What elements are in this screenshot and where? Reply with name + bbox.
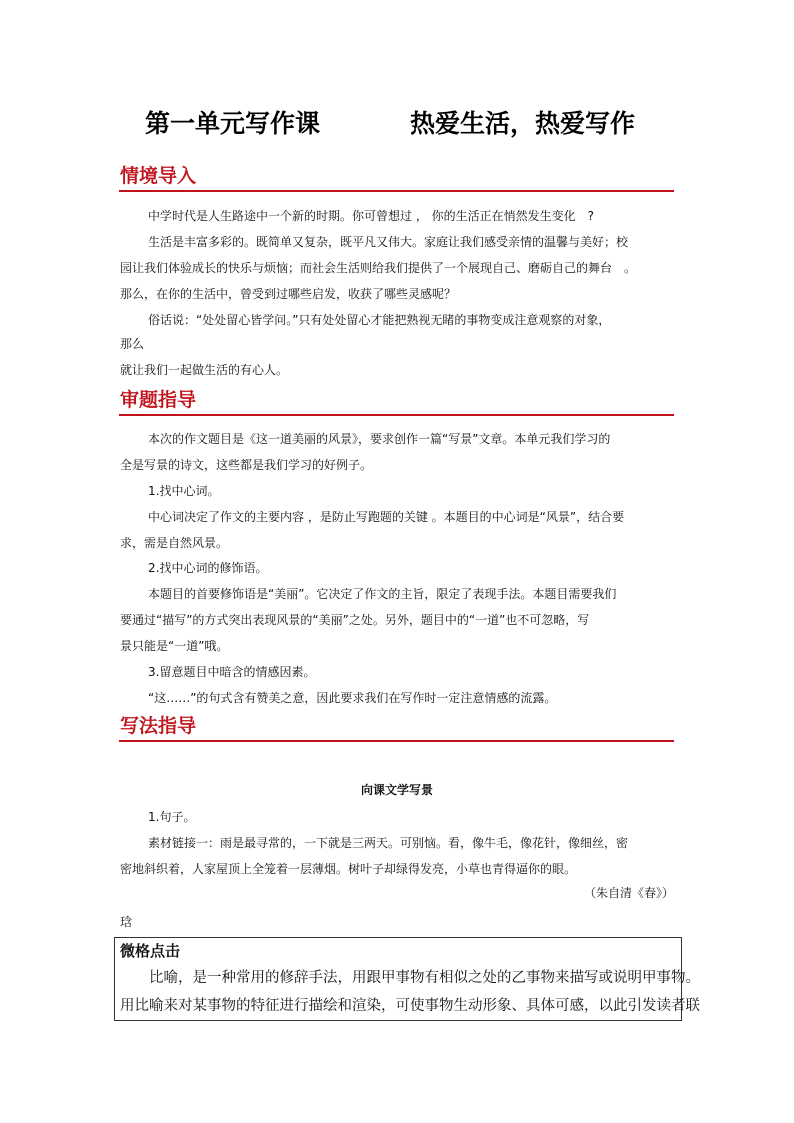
paragraph-line: 全是写景的诗文，这些都是我们学习的好例子。 [120,458,373,472]
paragraph-line: 景只能是“一道”哦。 [120,639,229,653]
paragraph-line: 就让我们一起做生活的有心人。 [120,363,289,377]
page-title [0,104,794,144]
paragraph-line: 1.句子。 [148,810,196,824]
subsection-title: 向课文学写景 [360,783,433,797]
section-heading-intro: 情境导入 [119,164,674,192]
paragraph-line: 园让我们体验成长的快乐与烦恼；而社会生活则给我们提供了一个展现自己、磨砺自己的舞台 。 [120,261,637,275]
tip-box [114,937,700,1021]
paragraph-line: 生活是丰富多彩的。既简单又复杂，既平凡又伟大。家庭让我们感受亲情的温馨与美好；校 [148,235,629,249]
paragraph-line: 本次的作文题目是《这一道美丽的风景》，要求创作一篇“写景”文章。本单元我们学习的 [148,432,611,446]
title-main: 第一单元写作课 [145,109,321,138]
paragraph-line: 要通过“描写”的方式突出表现风景的“美丽”之处。另外，题目中的“一道”也不可忽略，写 [120,613,590,627]
paragraph-line: 本题目的首要修饰语是“美丽”。它决定了作文的主旨，限定了表现手法。本题目需要我们 [148,587,617,601]
section-heading-writing-guide: 写法指导 [119,714,674,742]
tip-box-title: 微格点击 [120,942,181,960]
paragraph-line: 那么 [120,337,145,351]
paragraph-line: 1.找中心词。 [148,484,220,498]
tip-box-line: 用比喻来对某事物的特征进行描绘和渲染，可使事物生动形象、具体可感，以此引发读者联 [120,998,700,1014]
paragraph-line: 那么，在你的生活中，曾受到过哪些启发，收获了哪些灵感呢？ [120,287,457,301]
paragraph-line: 中学时代是人生路途中一个新的时期。你可曾想过 ， 你的生活正在悄然发生变化 ? [148,209,595,223]
quote-source: （朱自清《春》） [583,886,674,900]
paragraph-line: 俗话说：“处处留心皆学问。”只有处处留心才能把熟视无睹的事物变成注意观察的对象， [148,313,611,327]
title-sub: 热爱生活，热爱写作 [410,109,636,138]
paragraph-line: 中心词决定了作文的主要内容 ，是防止写跑题的关键 。本题目的中心词是“风景”，结合要 [148,510,625,524]
section-heading-topic-guide: 审题指导 [119,388,674,416]
paragraph-line: 求，需是自然风景。 [120,536,229,550]
paragraph-line: “这……”的句式含有赞美之意，因此要求我们在写作时一定注意情感的流露。 [148,691,557,705]
paragraph-line: 2.找中心词的修饰语。 [148,561,268,575]
paragraph-line: 3.留意题目中暗含的情感因素。 [148,665,316,679]
stray-character: 琀 [120,915,133,929]
paragraph-line: 密地斜织着，人家屋顶上全笼着一层薄烟。树叶子却绿得发亮，小草也青得逼你的眼。 [120,862,577,876]
paragraph-line: 素材链接一：雨是最寻常的，一下就是三两天。可别恼。看，像牛毛，像花针，像细丝，密 [148,836,629,850]
tip-box-line: 比喻，是一种常用的修辞手法，用跟甲事物有相似之处的乙事物来描写或说明甲事物。 [149,970,700,986]
